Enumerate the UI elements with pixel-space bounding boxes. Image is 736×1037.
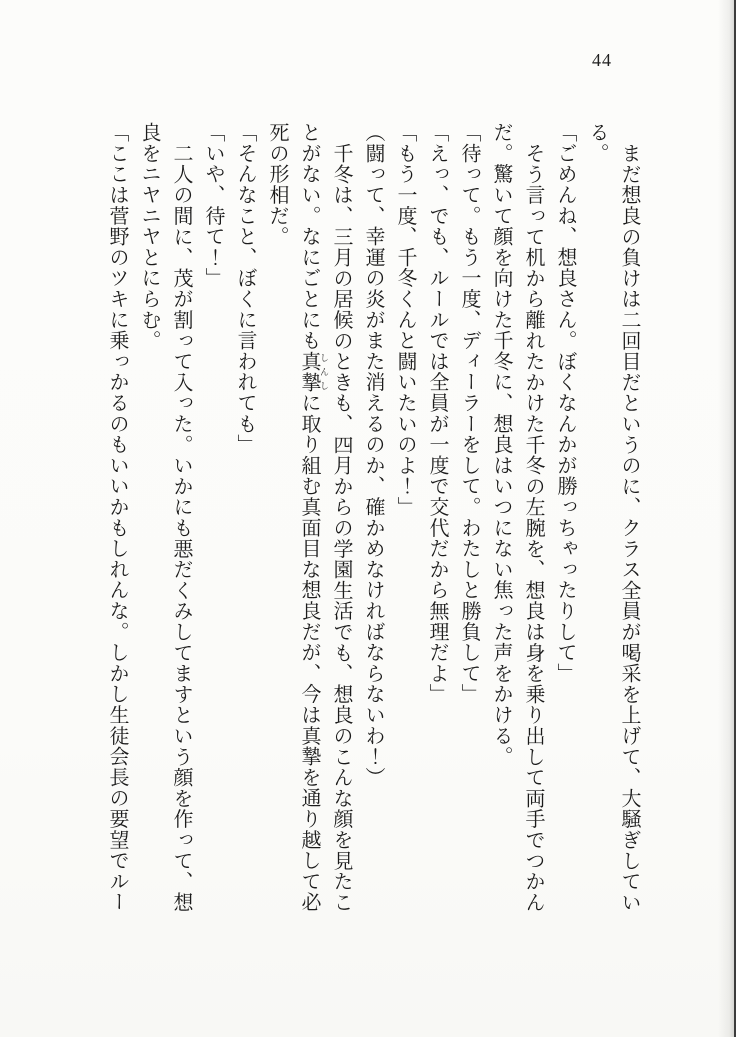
text-line: 「ごめんね、想良さん。ぼくなんかが勝っちゃったりして」 <box>554 122 576 684</box>
text-line: （闘って、幸運の炎がまた消えるのか、確かめなければならないわ！） <box>362 122 384 788</box>
text-line: そう言って机から離れたかけた千冬の左腕を、想良は身を乗り出して両手でつかんだ。驚いて顔を向けた千冬に、想良はいつにない焦った声をかける。 <box>490 122 544 913</box>
page-number: 44 <box>592 50 612 70</box>
text-line: 二人の間に、茂が割って入った。いかにも悪だくみしてますという顔を作って、想良をニヤニヤとにらむ。 <box>138 122 192 913</box>
text-line: 「そんなこと、ぼくに言われても」 <box>234 122 256 455</box>
text-line: 「いや、待て！」 <box>202 122 224 289</box>
scan-edge-shadow <box>718 0 734 1037</box>
ruby-annotated-word: 真摯 しんし <box>298 350 329 393</box>
text-line: 「ここは菅野のツキに乗っかるのもいいかもしれんな。しかし生徒会長の要望でルー <box>106 122 128 913</box>
text-line: 「えっ、でも、ルールでは全員が一度で交代だから無理だよ」 <box>426 122 448 705</box>
text-line: 「待って。もう一度、ディーラーをして。わたしと勝負して」 <box>458 122 480 705</box>
page-text <box>101 122 645 914</box>
text-line: 千冬は、三月の居候のときも、四月からの学園生活でも、想良のこんな顔を見たことがない。なにごとにも真摯 しんしに取り組む真面目な想良だが、今は真摯を通り越して必死の形相だ。 <box>266 122 352 913</box>
text-line: 「もう一度、千冬くんと闘いたいのよ！」 <box>394 122 416 518</box>
text-line: まだ想良の負けは二回目だというのに、クラス全員が喝采を上げて、大騒ぎしている。 <box>586 122 640 913</box>
furigana: しんし <box>319 350 329 393</box>
